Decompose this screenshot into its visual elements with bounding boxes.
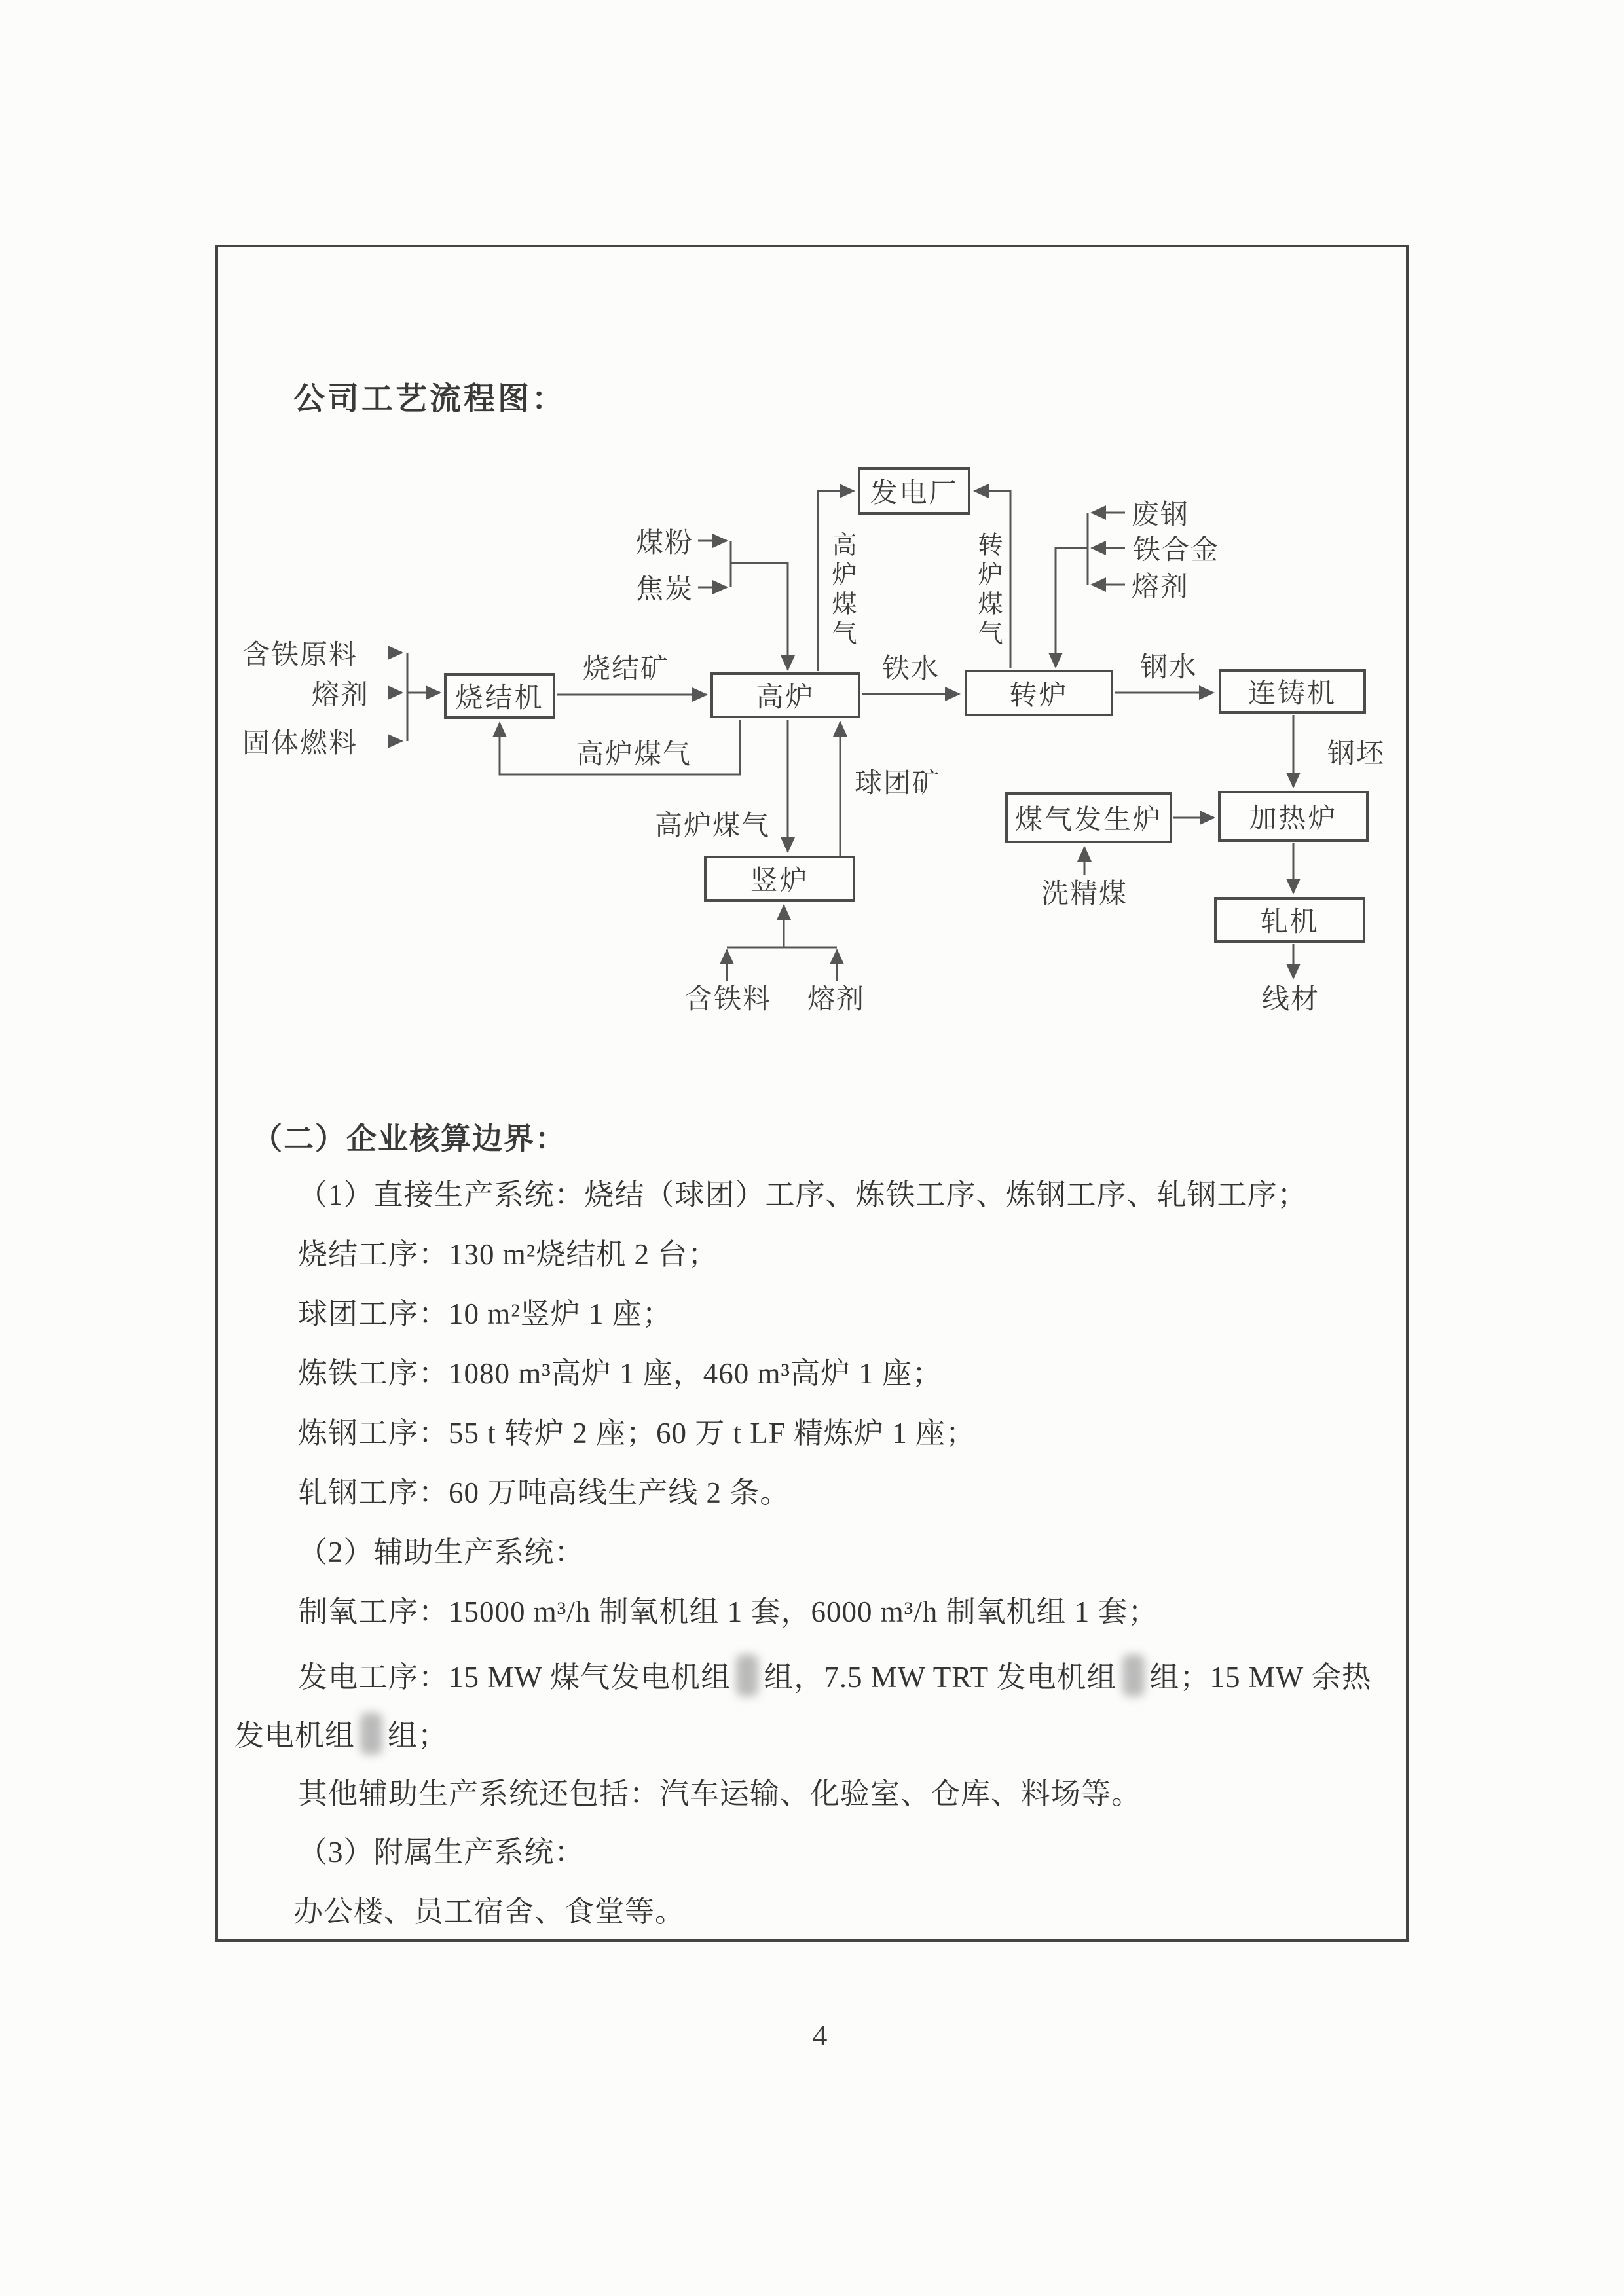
body-line-other-auxiliary: 其他辅助生产系统还包括：汽车运输、化验室、仓库、料场等。 [298,1777,1142,1810]
flow-label-bfg-to-shaft: 高炉煤气 [654,811,771,841]
power-line-segment: 发电工序：15 MW 煤气发电机组 [298,1661,731,1694]
page-number: 4 [812,2018,828,2052]
line-coal-into-blast [731,563,788,670]
flow-box-blast-furnace [710,672,860,718]
body-line-oxygen: 制氧工序：15000 m³/h 制氧机组 1 套，6000 m³/h 制氧机组 1 套； [298,1595,1158,1628]
flow-label-flux-bottom: 熔剂 [807,985,866,1015]
flow-box-gas-generator [1005,792,1172,843]
flow-box-converter [965,670,1113,716]
line-into-converter [1056,548,1088,667]
body-line-auxiliary: （2）辅助生产系统： [298,1536,585,1569]
flow-box-heating-furnace [1218,791,1369,842]
flow-label-blast-furnace-gas-vertical: 高炉煤气 [828,532,855,649]
flow-box-label: 竖炉 [750,866,809,896]
flow-label-molten-steel: 钢水 [1139,653,1198,683]
body-line-office: 办公楼、员工宿舍、食堂等。 [293,1895,686,1928]
flow-box-label: 加热炉 [1249,804,1338,834]
flow-label-molten-iron: 铁水 [881,654,940,684]
flow-label-wire-rod: 线材 [1261,985,1320,1015]
power-line-segment: 组； [388,1719,449,1752]
body-line-rolling: 轧钢工序：60 万吨高线生产线 2 条。 [298,1476,790,1509]
body-line-pellet: 球团工序：10 m²竖炉 1 座； [298,1298,673,1330]
flow-box-label: 发电厂 [870,479,959,509]
section-heading: （二）企业核算边界： [252,1121,566,1156]
flow-box-continuous-caster [1219,669,1366,714]
redaction-mark [736,1654,758,1696]
flow-label-coke: 焦炭 [635,575,694,605]
flow-box-label: 煤气发生炉 [1014,805,1162,835]
body-line-power-generation [298,1653,1372,1696]
flow-label-flux-right: 熔剂 [1131,572,1190,602]
body-line-sintering: 烧结工序：130 m²烧结机 2 台； [298,1238,718,1271]
flow-box-rolling-mill [1214,897,1365,943]
power-line-segment: 发电机组 [234,1719,356,1752]
flow-label-scrap: 废钢 [1131,500,1190,530]
flow-box-power-plant [858,467,970,515]
page-title: 公司工艺流程图： [293,382,566,416]
flow-box-sintering-machine [444,673,555,719]
power-line-segment: 组；15 MW 余热 [1149,1661,1372,1694]
flow-label-ferroalloy: 铁合金 [1132,536,1220,566]
flow-box-label: 高炉 [756,683,815,713]
flow-box-shaft-furnace [704,856,855,902]
body-line-steelmaking: 炼钢工序：55 t 转炉 2 座；60 万 t LF 精炼炉 1 座； [298,1417,976,1449]
body-line-ironmaking: 炼铁工序：1080 m³高炉 1 座，460 m³高炉 1 座； [298,1357,942,1390]
power-line-segment: 组，7.5 MW TRT 发电机组 [764,1661,1117,1694]
flow-label-bfg-return: 高炉煤气 [576,740,692,770]
flow-box-label: 轧机 [1260,907,1320,938]
flow-label-pellet-ore: 球团矿 [854,769,942,799]
flow-label-flux-left: 熔剂 [311,680,370,710]
body-line-power-generation-cont [234,1711,448,1755]
redaction-mark [1122,1654,1145,1696]
flow-label-iron-material: 含铁料 [684,985,772,1015]
flow-label-sinter-ore: 烧结矿 [582,654,670,684]
body-line-attached: （3）附属生产系统： [298,1836,585,1868]
flow-label-iron-raw: 含铁原料 [242,640,358,670]
redaction-mark [360,1713,382,1755]
flow-box-label: 烧结机 [455,683,544,714]
body-line-direct-systems: （1）直接生产系统：烧结（球团）工序、炼铁工序、炼钢工序、轧钢工序； [298,1178,1308,1211]
flow-label-coal-powder: 煤粉 [635,528,694,558]
flow-label-billet: 钢坯 [1327,739,1386,769]
flow-label-converter-gas-vertical: 转炉煤气 [974,532,1001,649]
flow-box-label: 转炉 [1009,680,1069,711]
flow-label-washed-coal: 洗精煤 [1041,879,1128,909]
flow-box-label: 连铸机 [1247,679,1337,709]
flow-label-solid-fuel: 固体燃料 [242,729,358,759]
